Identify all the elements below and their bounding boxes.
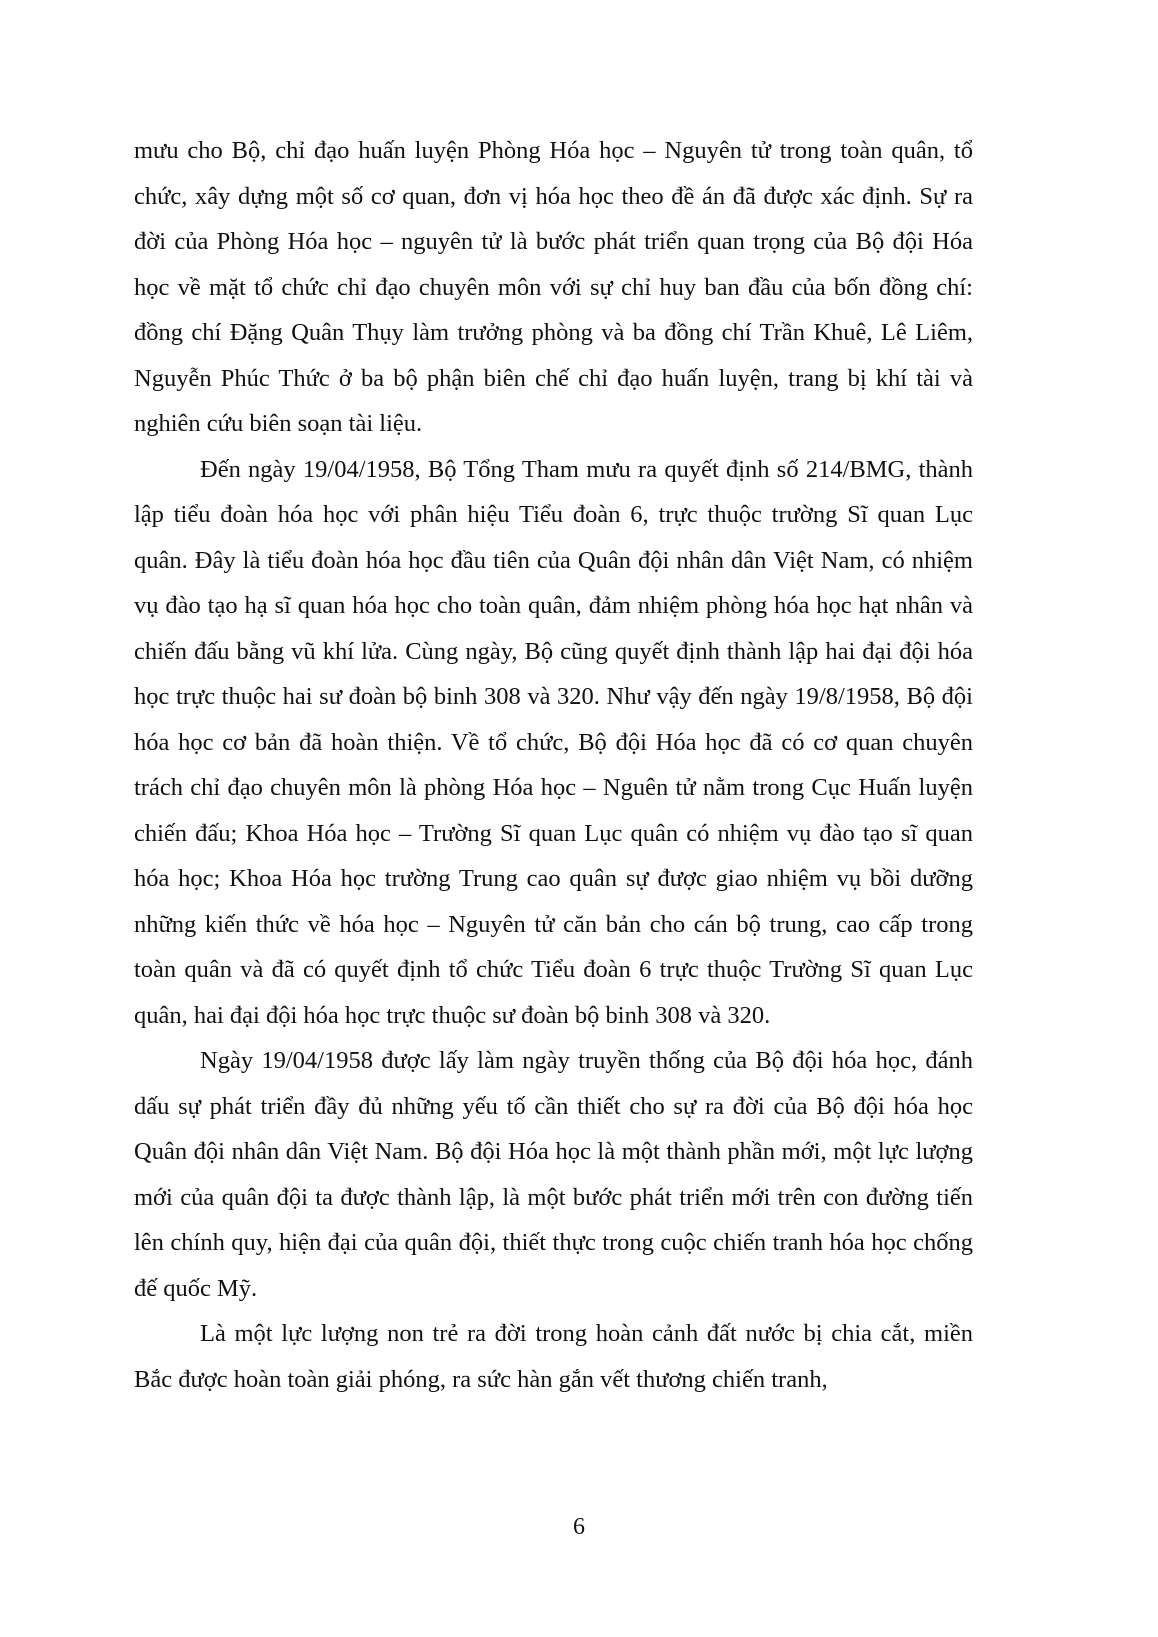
paragraph-continued: mưu cho Bộ, chỉ đạo huấn luyện Phòng Hóa học – Nguyên tử trong toàn quân, tổ chức, xây dựng một số cơ quan, đơn vị hóa học theo đề án đã được xác định. Sự ra đời của Phòng Hóa học – nguyên tử là bước phát triển quan trọng của Bộ đội Hóa học về mặt tổ chức chỉ đạo chuyên môn với sự chỉ huy ban đầu của bốn đồng chí: đồng chí Đặng Quân Thụy làm trưởng phòng và ba đồng chí Trần Khuê, Lê Liêm, Nguyễn Phúc Thức ở ba bộ phận biên chế chỉ đạo huấn luyện, trang bị khí tài và nghiên cứu biên soạn tài liệu. [134,137,973,437]
document-body [134,128,973,1402]
paragraph-young-force: Là một lực lượng non trẻ ra đời trong hoàn cảnh đất nước bị chia cắt, miền Bắc được hoàn toàn giải phóng, ra sức hàn gắn vết thương chiến tranh, [134,1320,973,1393]
paragraph-tradition-day: Ngày 19/04/1958 được lấy làm ngày truyền thống của Bộ đội hóa học, đánh dấu sự phát triển đầy đủ những yếu tố cần thiết cho sự ra đời của Bộ đội hóa học Quân đội nhân dân Việt Nam. Bộ đội Hóa học là một thành phần mới, một lực lượng mới của quân đội ta được thành lập, là một bước phát triển mới trên con đường tiến lên chính quy, hiện đại của quân đội, thiết thực trong cuộc chiến tranh hóa học chống đế quốc Mỹ. [134,1047,973,1302]
paragraph-battalion-founding: Đến ngày 19/04/1958, Bộ Tổng Tham mưu ra quyết định số 214/BMG, thành lập tiểu đoàn hóa học với phân hiệu Tiểu đoàn 6, trực thuộc trường Sĩ quan Lục quân. Đây là tiểu đoàn hóa học đầu tiên của Quân đội nhân dân Việt Nam, có nhiệm vụ đào tạo hạ sĩ quan hóa học cho toàn quân, đảm nhiệm phòng hóa học hạt nhân và chiến đấu bằng vũ khí lửa. Cùng ngày, Bộ cũng quyết định thành lập hai đại đội hóa học trực thuộc hai sư đoàn bộ binh 308 và 320. Như vậy đến ngày 19/8/1958, Bộ đội hóa học cơ bản đã hoàn thiện. Về tổ chức, Bộ đội Hóa học đã có cơ quan chuyên trách chỉ đạo chuyên môn là phòng Hóa học – Nguên tử nằm trong Cục Huấn luyện chiến đấu; Khoa Hóa học – Trường Sĩ quan Lục quân có nhiệm vụ đào tạo sĩ quan hóa học; Khoa Hóa học trường Trung cao quân sự được giao nhiệm vụ bồi dưỡng những kiến thức về hóa học – Nguyên tử căn bản cho cán bộ trung, cao cấp trong toàn quân và đã có quyết định tổ chức Tiểu đoàn 6 trực thuộc Trường Sĩ quan Lục quân, hai đại đội hóa học trực thuộc sư đoàn bộ binh 308 và 320. [134,455,973,1029]
page-number: 6 [573,1514,585,1540]
